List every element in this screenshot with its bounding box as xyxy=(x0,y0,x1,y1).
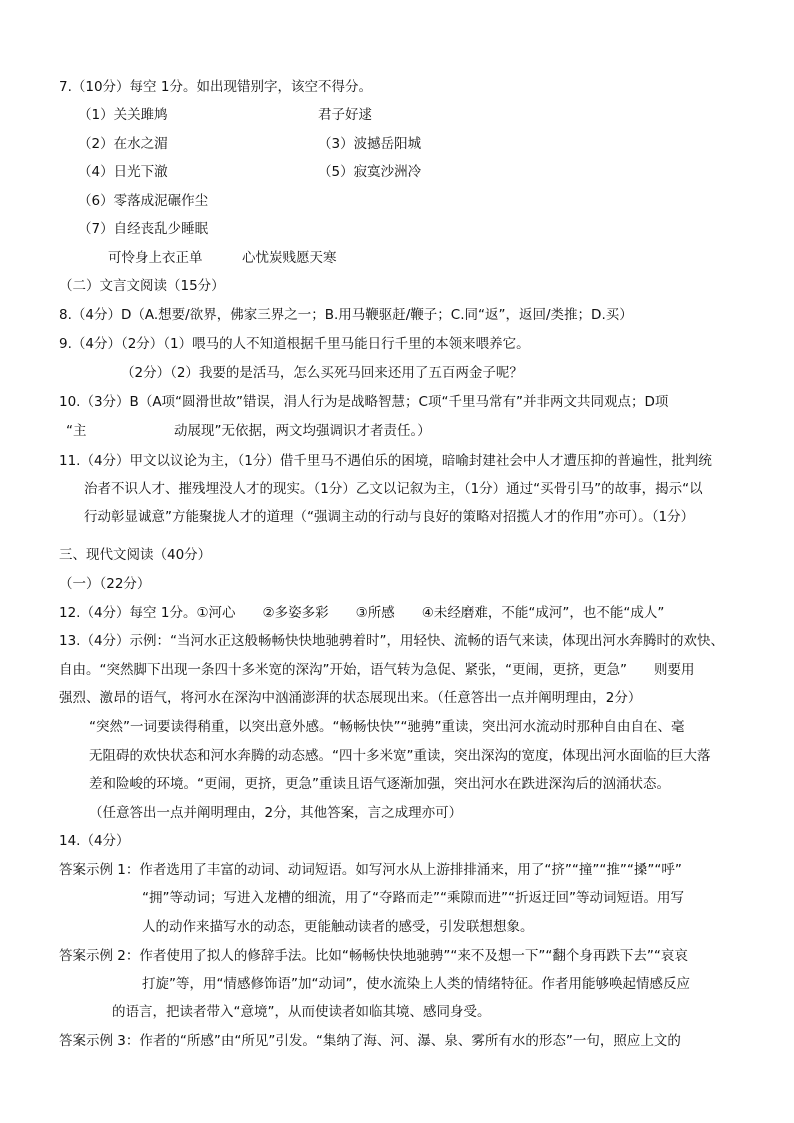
q11-answer-line2: 治者不识人才、摧残埋没人才的现实。（1分）乙文以记叙为主，（1分）通过“买骨引马”的故事，揭示“以 xyxy=(84,481,703,497)
q7-row-3 xyxy=(78,162,778,182)
q10-answer-line1: 10.（3分）B（A项“圆滑世故”错误，涓人行为是战略智慧；C项“千里马常有”并非两文共同观点；D项 xyxy=(59,394,669,410)
q13-answer-line3: 强烈、激昂的语气，将河水在深沟中汹涌澎湃的状态展现出来。（任意答出一点并阐明理由，2分） xyxy=(59,690,642,706)
q13-answer-line2: 自由。“突然脚下出现一条四十多米宽的深沟”开始，语气转为急促、紧张，“更闹，更挤，更急” 则要用 xyxy=(59,662,695,678)
q7-answer-6: （6）零落成泥碾作尘 xyxy=(78,193,209,209)
q14-example2-line2: 打旋”等，用“情感修饰语”加“动词”，使水流染上人类的情绪特征。作者用能够唤起情感反应 xyxy=(142,976,690,992)
q13-answer-note: （任意答出一点并阐明理由，2分，其他答案，言之成理亦可） xyxy=(89,805,463,821)
q14-example1-line2: “拥”等动词；写进入龙槽的细流，用了“夺路而走”“乘隙而进”“折返迂回”等动词短语。用写 xyxy=(142,890,684,906)
q7-answer-2: （2）在水之湄 xyxy=(78,136,168,152)
section-classical-reading: （二）文言文阅读（15分） xyxy=(59,278,225,294)
q11-answer-line1: 11.（4分）甲文以议论为主，（1分）借千里马不遇伯乐的困境，暗喻封建社会中人才遭压抑的普遍性，批判统 xyxy=(59,453,712,469)
q13-answer-line6: 差和险峻的环境。“更闹，更挤，更急”重读且语气逐渐加强，突出河水在跌进深沟后的汹涌状态。 xyxy=(89,776,670,792)
q7-row-2 xyxy=(78,134,778,154)
q9-answer-1: 9.（4分）（2分）（1）喂马的人不知道根据千里马能日行千里的本领来喂养它。 xyxy=(59,336,530,352)
q7-answer-5: （5）寂寞沙洲冷 xyxy=(318,164,422,180)
q7-answer-7: （7）自经丧乱少睡眠 xyxy=(78,221,209,237)
q11-answer-line3: 行动彰显诚意”方能聚拢人才的道理（“强调主动的行动与良好的策略对招揽人才的作用”亦可）。（1分） xyxy=(84,509,695,525)
q7-row-7b xyxy=(108,248,768,268)
q8-answer: 8.（4分）D（A.想要/欲界，佛家三界之一；B.用马鞭驱赶/鞭子；C.同“返”，返回/类推；D.买） xyxy=(59,307,633,323)
q13-answer-line5: 无阻碍的欢快状态和河水奔腾的动态感。“四十多米宽”重读，突出深沟的宽度，体现出河水面临的巨大落 xyxy=(89,748,711,764)
subsection-1: （一）（22分） xyxy=(59,576,151,592)
q7-answer-3: （3）波撼岳阳城 xyxy=(318,136,422,152)
q7-answer-4: （4）日光下澈 xyxy=(78,164,168,180)
q14-example1-line1: 答案示例 1：作者选用了丰富的动词、动词短语。如写河水从上游排排涌来，用了“挤”“撞”“推”“搡”“呼” xyxy=(59,862,682,878)
q10-answer-part2: 动展现”无依据，两文均强调识才者责任。） xyxy=(174,423,431,439)
q7-row-1 xyxy=(78,105,778,125)
q12-answer: 12.（4分）每空 1分。①河心 ②多姿多彩 ③所感 ④未经磨难，不能“成河”，也不能“成人” xyxy=(59,605,665,621)
q14-example2-line1: 答案示例 2：作者使用了拟人的修辞手法。比如“畅畅快快地驰骋”“来不及想一下”“翻个身再跌下去”“哀哀 xyxy=(59,948,688,964)
q14-example2-line3: 的语言，把读者带入“意境”，从而使读者如临其境、感同身受。 xyxy=(112,1004,491,1020)
q14-example1-line3: 人的动作来描写水的动态，更能触动读者的感受，引发联想想象。 xyxy=(142,919,534,935)
q7-answer-1a: （1）关关雎鸠 xyxy=(78,107,168,123)
q10-answer-part1: “主 xyxy=(66,423,87,439)
q13-answer-line4: “突然”一词要读得稍重，以突出意外感。“畅畅快快”“驰骋”重读，突出河水流动时那种自由自在、毫 xyxy=(89,719,685,735)
q7-heading: 7.（10分）每空 1分。如出现错别字，该空不得分。 xyxy=(59,79,372,95)
q13-answer-line1: 13.（4分）示例：“当河水正这般畅畅快快地驰骋着时”，用轻快、流畅的语气来读，体现出河水奔腾时的欢快、 xyxy=(59,633,725,649)
q14-heading: 14.（4分） xyxy=(59,833,130,849)
q14-example3-line1: 答案示例 3：作者的“所感”由“所见”引发。“集纳了海、河、瀑、泉、雾所有水的形态”一句，照应上文的 xyxy=(59,1033,681,1049)
section-modern-reading: 三、现代文阅读（40分） xyxy=(59,547,212,563)
q9-answer-2: （2分）（2）我要的是活马，怎么买死马回来还用了五百两金子呢？ xyxy=(121,365,523,381)
q7-answer-7b: 心忧炭贱愿天寒 xyxy=(242,250,337,266)
q7-answer-7a: 可怜身上衣正单 xyxy=(108,250,203,266)
q10-answer-line2 xyxy=(66,421,766,441)
q7-answer-1b: 君子好逑 xyxy=(318,107,372,123)
